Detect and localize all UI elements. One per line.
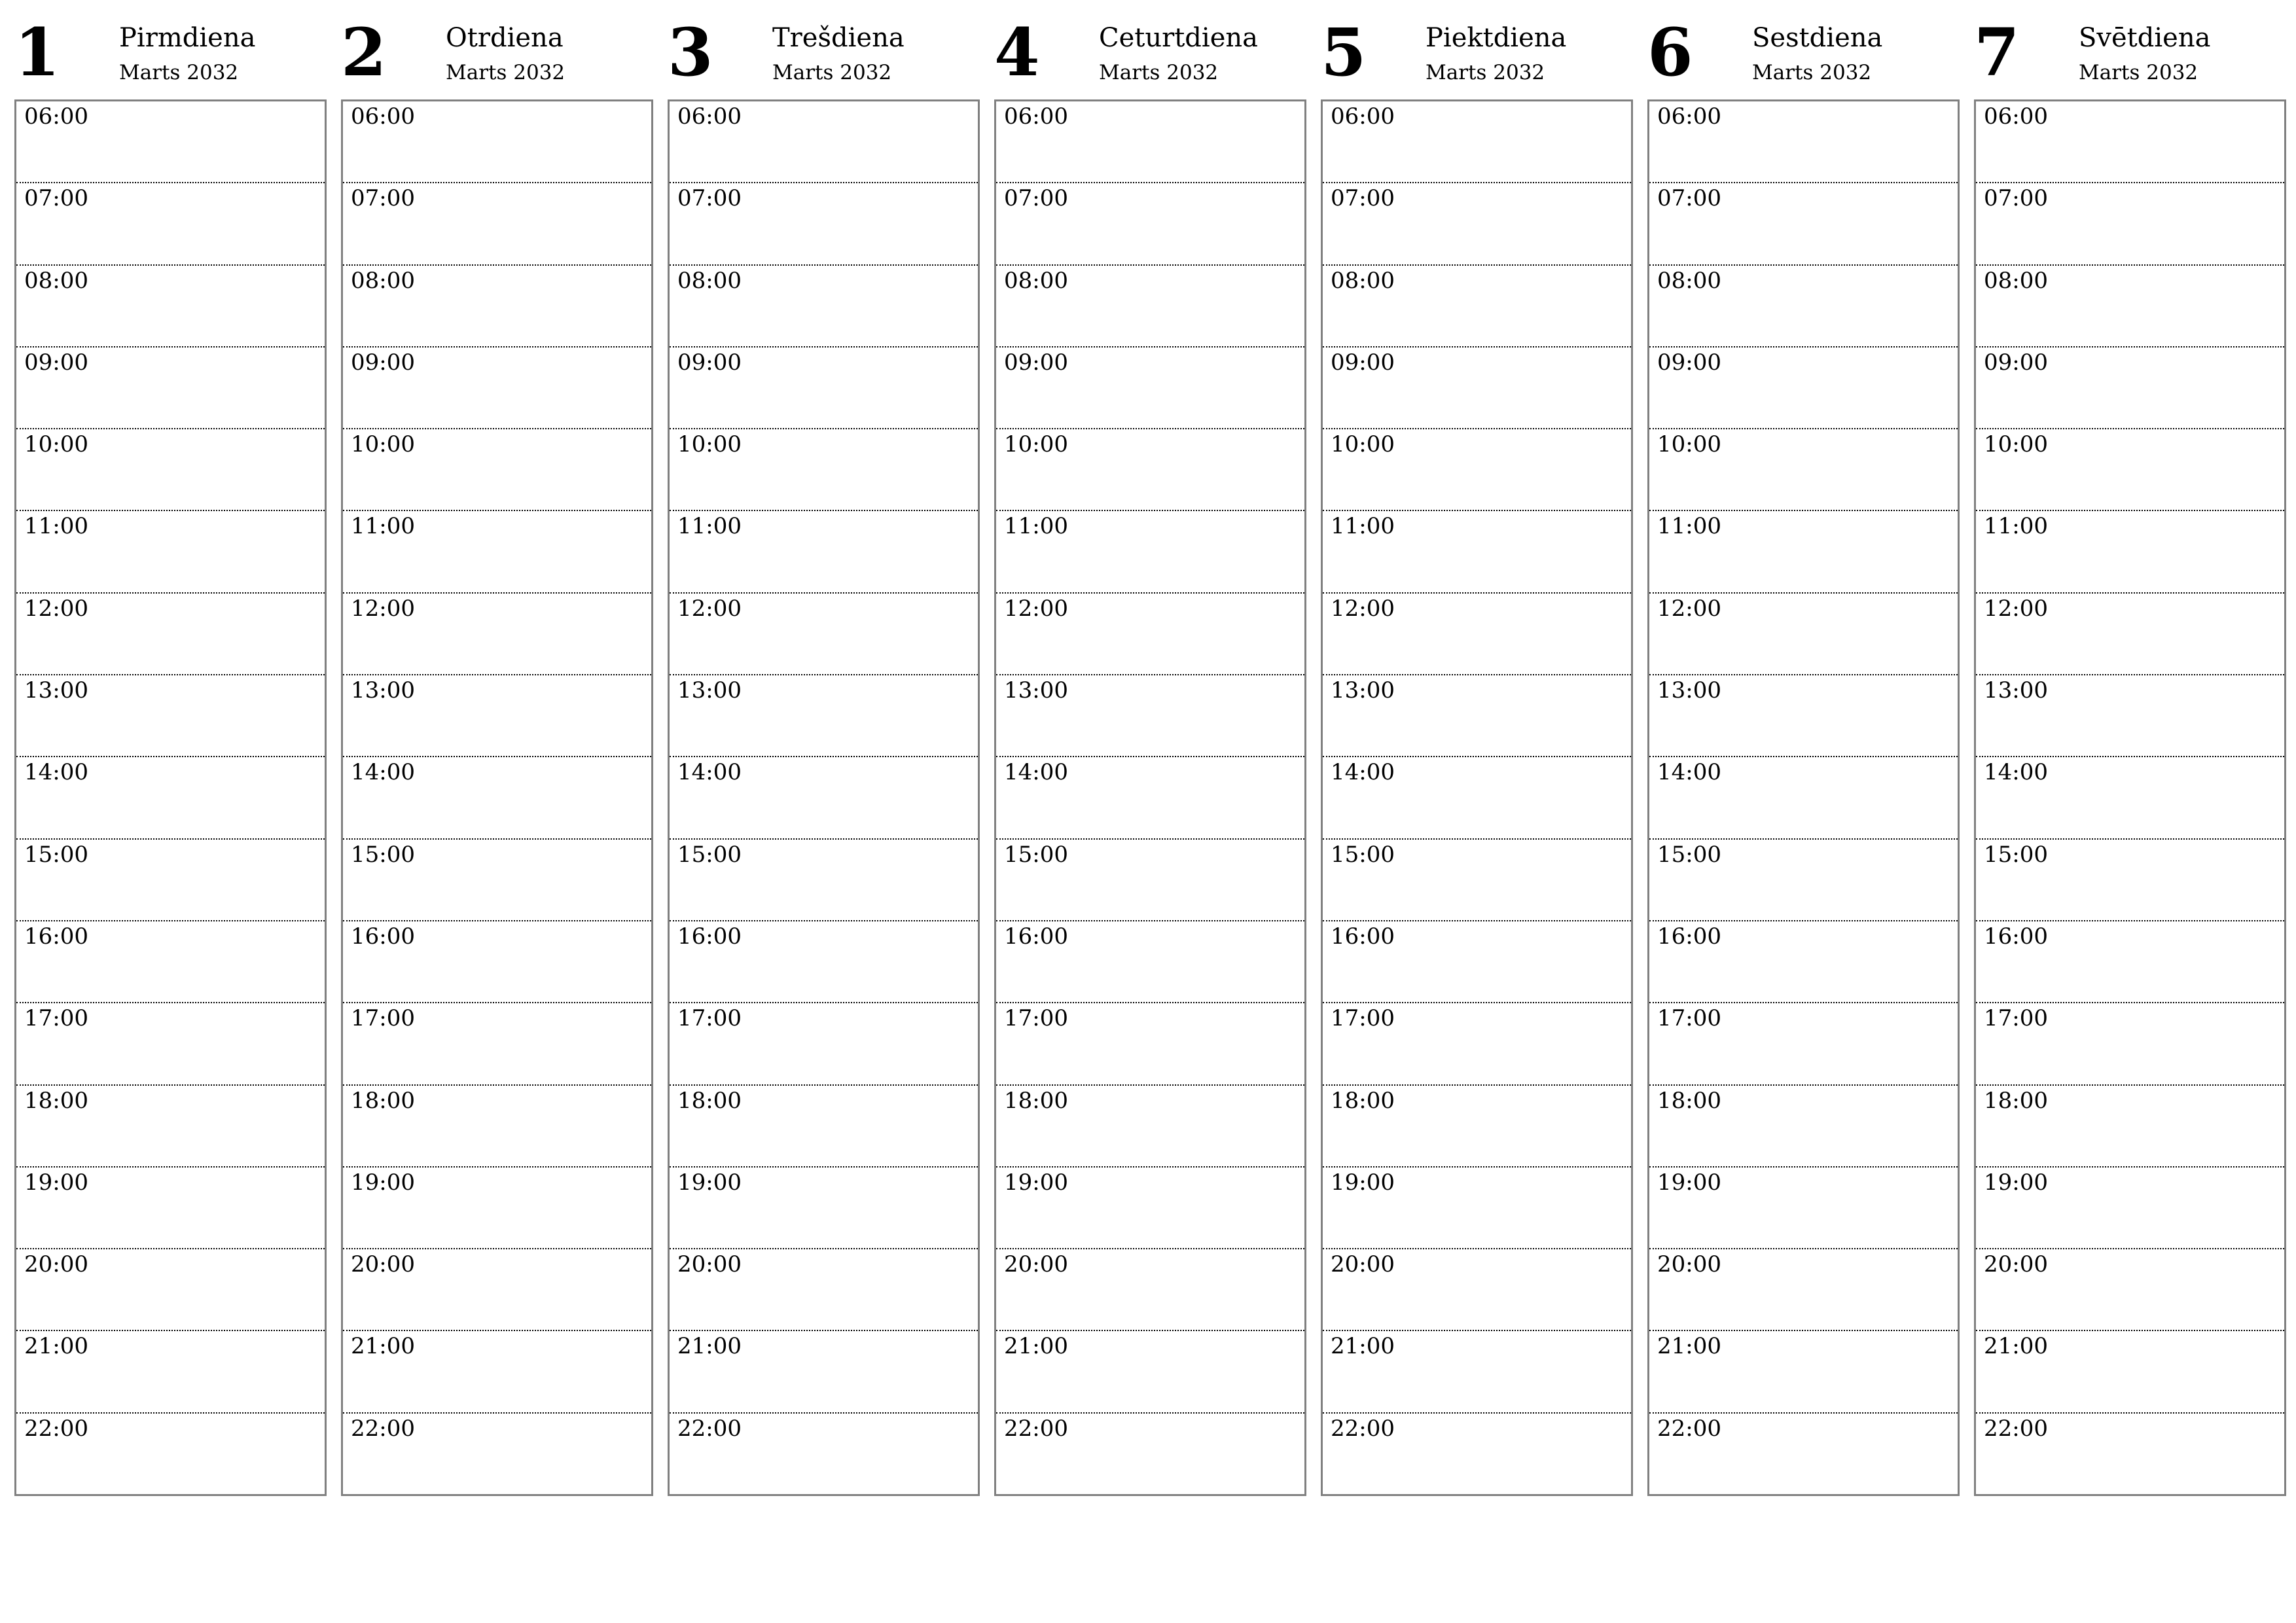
hour-slot[interactable]	[1976, 1412, 2284, 1494]
hour-label: 20:00	[1984, 1251, 2048, 1278]
hour-label: 21:00	[24, 1333, 88, 1360]
hour-slot[interactable]	[1649, 182, 1958, 264]
day-month: Marts 2032	[1752, 61, 1872, 84]
hour-label: 22:00	[351, 1415, 415, 1442]
hour-label: 20:00	[1004, 1251, 1068, 1278]
hour-slot[interactable]	[16, 101, 325, 182]
hour-label: 12:00	[1984, 595, 2048, 622]
hour-label: 15:00	[1004, 841, 1068, 868]
hour-slot[interactable]	[996, 101, 1304, 182]
hour-label: 06:00	[1657, 103, 1721, 130]
hour-label: 12:00	[1657, 595, 1721, 622]
hour-label: 12:00	[1004, 595, 1068, 622]
hour-slot[interactable]	[670, 920, 978, 1002]
hour-label: 16:00	[1331, 923, 1395, 950]
day-header	[1647, 14, 1960, 99]
hour-label: 15:00	[351, 841, 415, 868]
hour-label: 13:00	[1657, 677, 1721, 704]
hours-grid	[1647, 99, 1960, 1496]
hour-label: 14:00	[677, 759, 742, 786]
hour-label: 16:00	[351, 923, 415, 950]
hour-slot[interactable]	[996, 182, 1304, 264]
hour-slot[interactable]	[1976, 182, 2284, 264]
hour-slot[interactable]	[343, 428, 651, 510]
hour-label: 18:00	[1004, 1087, 1068, 1114]
hour-label: 19:00	[1331, 1169, 1395, 1196]
day-column	[994, 14, 1306, 1499]
hour-label: 20:00	[1657, 1251, 1721, 1278]
hour-slot[interactable]	[1976, 1166, 2284, 1248]
hour-slot[interactable]	[670, 1412, 978, 1494]
hour-label: 15:00	[1984, 841, 2048, 868]
hour-label: 06:00	[677, 103, 742, 130]
day-number: 2	[341, 14, 387, 91]
hour-label: 10:00	[351, 431, 415, 458]
hour-label: 22:00	[1984, 1415, 2048, 1442]
hour-slot[interactable]	[1649, 592, 1958, 674]
hour-label: 16:00	[1657, 923, 1721, 950]
hour-slot[interactable]	[670, 182, 978, 264]
hour-slot[interactable]	[1976, 838, 2284, 920]
day-header	[668, 14, 980, 99]
hour-slot[interactable]	[1976, 1002, 2284, 1084]
hour-label: 08:00	[1004, 267, 1068, 294]
hour-label: 11:00	[351, 513, 415, 540]
hour-slot[interactable]	[343, 838, 651, 920]
hour-label: 10:00	[1331, 431, 1395, 458]
hour-label: 18:00	[351, 1087, 415, 1114]
hour-label: 14:00	[351, 759, 415, 786]
hour-label: 12:00	[24, 595, 88, 622]
hour-slot[interactable]	[1323, 920, 1631, 1002]
day-number: 4	[994, 14, 1040, 91]
hour-slot[interactable]	[343, 1166, 651, 1248]
day-name: Pirmdiena	[119, 23, 256, 53]
hour-slot[interactable]	[16, 920, 325, 1002]
hour-slot[interactable]	[996, 674, 1304, 756]
hour-slot[interactable]	[996, 428, 1304, 510]
hour-slot[interactable]	[670, 1084, 978, 1166]
hour-slot[interactable]	[670, 592, 978, 674]
hour-slot[interactable]	[1323, 101, 1631, 182]
hour-label: 19:00	[1657, 1169, 1721, 1196]
hour-label: 18:00	[24, 1087, 88, 1114]
hour-slot[interactable]	[996, 1084, 1304, 1166]
hour-slot[interactable]	[16, 756, 325, 838]
hour-slot[interactable]	[1976, 920, 2284, 1002]
hour-label: 17:00	[677, 1005, 742, 1032]
hour-label: 09:00	[1657, 349, 1721, 376]
day-name: Otrdiena	[446, 23, 564, 53]
hour-slot[interactable]	[1976, 1084, 2284, 1166]
hour-slot[interactable]	[1649, 1002, 1958, 1084]
hour-slot[interactable]	[996, 756, 1304, 838]
hour-slot[interactable]	[670, 756, 978, 838]
hour-label: 11:00	[677, 513, 742, 540]
hour-slot[interactable]	[343, 101, 651, 182]
hour-label: 19:00	[351, 1169, 415, 1196]
day-column	[1321, 14, 1633, 1499]
hour-slot[interactable]	[1323, 1002, 1631, 1084]
hour-slot[interactable]	[1323, 428, 1631, 510]
hour-slot[interactable]	[16, 674, 325, 756]
hour-label: 08:00	[1984, 267, 2048, 294]
hour-label: 22:00	[24, 1415, 88, 1442]
hour-slot[interactable]	[1323, 510, 1631, 592]
hour-slot[interactable]	[16, 182, 325, 264]
hour-label: 07:00	[1004, 185, 1068, 212]
hour-label: 18:00	[1331, 1087, 1395, 1114]
hour-label: 15:00	[1331, 841, 1395, 868]
hour-label: 22:00	[1331, 1415, 1395, 1442]
hour-slot[interactable]	[1323, 592, 1631, 674]
hour-slot[interactable]	[1649, 838, 1958, 920]
hour-label: 17:00	[1657, 1005, 1721, 1032]
hour-label: 09:00	[1331, 349, 1395, 376]
day-name: Ceturtdiena	[1099, 23, 1258, 53]
hour-slot[interactable]	[996, 1002, 1304, 1084]
day-name: Svētdiena	[2079, 23, 2211, 53]
hour-slot[interactable]	[16, 510, 325, 592]
day-name: Trešdiena	[772, 23, 905, 53]
hour-label: 07:00	[1331, 185, 1395, 212]
hour-slot[interactable]	[343, 1330, 651, 1412]
hour-slot[interactable]	[1323, 1084, 1631, 1166]
hour-label: 18:00	[1657, 1087, 1721, 1114]
hour-slot[interactable]	[1323, 346, 1631, 428]
hour-slot[interactable]	[1649, 1330, 1958, 1412]
hour-label: 22:00	[1657, 1415, 1721, 1442]
hour-label: 08:00	[351, 267, 415, 294]
hour-label: 18:00	[1984, 1087, 2048, 1114]
hour-label: 10:00	[24, 431, 88, 458]
hour-label: 10:00	[1004, 431, 1068, 458]
hour-label: 11:00	[24, 513, 88, 540]
hour-label: 19:00	[24, 1169, 88, 1196]
hour-slot[interactable]	[670, 510, 978, 592]
hour-slot[interactable]	[1649, 674, 1958, 756]
hour-label: 17:00	[351, 1005, 415, 1032]
hour-slot[interactable]	[996, 1330, 1304, 1412]
hour-label: 17:00	[1984, 1005, 2048, 1032]
hour-slot[interactable]	[16, 1412, 325, 1494]
hour-slot[interactable]	[1323, 838, 1631, 920]
hour-label: 07:00	[351, 185, 415, 212]
hour-label: 09:00	[677, 349, 742, 376]
hour-slot[interactable]	[1649, 1166, 1958, 1248]
hour-label: 16:00	[1984, 923, 2048, 950]
hour-slot[interactable]	[16, 1002, 325, 1084]
day-name: Sestdiena	[1752, 23, 1883, 53]
hour-slot[interactable]	[343, 1248, 651, 1330]
hour-label: 09:00	[24, 349, 88, 376]
hour-label: 19:00	[1984, 1169, 2048, 1196]
hour-slot[interactable]	[670, 1166, 978, 1248]
hour-label: 19:00	[1004, 1169, 1068, 1196]
hours-grid	[1974, 99, 2286, 1496]
hour-label: 22:00	[1004, 1415, 1068, 1442]
hour-slot[interactable]	[1976, 592, 2284, 674]
hour-label: 06:00	[24, 103, 88, 130]
hour-label: 07:00	[677, 185, 742, 212]
day-number: 7	[1974, 14, 2020, 91]
hour-label: 11:00	[1657, 513, 1721, 540]
hour-slot[interactable]	[670, 1330, 978, 1412]
hour-slot[interactable]	[670, 838, 978, 920]
hour-label: 21:00	[351, 1333, 415, 1360]
day-month: Marts 2032	[1099, 61, 1219, 84]
hour-label: 06:00	[351, 103, 415, 130]
day-column	[668, 14, 980, 1499]
weekly-planner	[14, 14, 2283, 1499]
hour-label: 06:00	[1331, 103, 1395, 130]
hour-label: 15:00	[677, 841, 742, 868]
hour-label: 07:00	[24, 185, 88, 212]
hour-label: 19:00	[677, 1169, 742, 1196]
hour-label: 16:00	[677, 923, 742, 950]
hour-label: 07:00	[1657, 185, 1721, 212]
hour-slot[interactable]	[343, 920, 651, 1002]
hour-label: 09:00	[1984, 349, 2048, 376]
hour-label: 13:00	[1331, 677, 1395, 704]
day-header	[14, 14, 327, 99]
hour-slot[interactable]	[16, 346, 325, 428]
hour-label: 20:00	[677, 1251, 742, 1278]
hour-slot[interactable]	[1323, 264, 1631, 346]
hour-label: 11:00	[1331, 513, 1395, 540]
hour-slot[interactable]	[343, 1002, 651, 1084]
hour-label: 09:00	[351, 349, 415, 376]
hour-slot[interactable]	[1649, 428, 1958, 510]
hour-slot[interactable]	[670, 674, 978, 756]
hour-label: 13:00	[351, 677, 415, 704]
hour-slot[interactable]	[1323, 1412, 1631, 1494]
hour-slot[interactable]	[1976, 101, 2284, 182]
day-month: Marts 2032	[119, 61, 239, 84]
hour-slot[interactable]	[16, 1166, 325, 1248]
hours-grid	[994, 99, 1306, 1496]
day-column	[1647, 14, 1960, 1499]
hour-slot[interactable]	[670, 346, 978, 428]
day-column	[341, 14, 653, 1499]
day-month: Marts 2032	[446, 61, 565, 84]
hour-slot[interactable]	[1976, 1248, 2284, 1330]
hour-slot[interactable]	[1649, 920, 1958, 1002]
hour-slot[interactable]	[1976, 674, 2284, 756]
hour-label: 13:00	[677, 677, 742, 704]
day-month: Marts 2032	[2079, 61, 2198, 84]
hour-label: 13:00	[1004, 677, 1068, 704]
hour-label: 18:00	[677, 1087, 742, 1114]
hour-slot[interactable]	[670, 1002, 978, 1084]
hour-label: 21:00	[1657, 1333, 1721, 1360]
hour-label: 14:00	[1984, 759, 2048, 786]
hour-label: 09:00	[1004, 349, 1068, 376]
hour-label: 10:00	[1657, 431, 1721, 458]
day-month: Marts 2032	[1426, 61, 1545, 84]
hour-slot[interactable]	[996, 1248, 1304, 1330]
hour-slot[interactable]	[1323, 1330, 1631, 1412]
day-header	[994, 14, 1306, 99]
hour-slot[interactable]	[16, 592, 325, 674]
hour-slot[interactable]	[996, 838, 1304, 920]
hour-slot[interactable]	[1976, 346, 2284, 428]
hour-label: 20:00	[1331, 1251, 1395, 1278]
hour-slot[interactable]	[1323, 674, 1631, 756]
day-number: 5	[1321, 14, 1367, 91]
hour-label: 12:00	[677, 595, 742, 622]
hour-slot[interactable]	[1976, 510, 2284, 592]
hour-slot[interactable]	[16, 838, 325, 920]
day-month: Marts 2032	[772, 61, 892, 84]
hour-slot[interactable]	[996, 510, 1304, 592]
hour-slot[interactable]	[1649, 1084, 1958, 1166]
hour-slot[interactable]	[343, 264, 651, 346]
hour-slot[interactable]	[16, 1248, 325, 1330]
day-header	[1321, 14, 1633, 99]
hour-label: 14:00	[1657, 759, 1721, 786]
hour-slot[interactable]	[16, 264, 325, 346]
hour-label: 15:00	[1657, 841, 1721, 868]
hour-slot[interactable]	[670, 101, 978, 182]
hour-label: 11:00	[1004, 513, 1068, 540]
hour-label: 08:00	[1331, 267, 1395, 294]
hours-grid	[668, 99, 980, 1496]
hour-slot[interactable]	[1649, 101, 1958, 182]
hour-label: 06:00	[1984, 103, 2048, 130]
hour-slot[interactable]	[996, 1166, 1304, 1248]
hour-slot[interactable]	[343, 1084, 651, 1166]
hour-slot[interactable]	[1649, 1412, 1958, 1494]
hour-slot[interactable]	[1649, 756, 1958, 838]
hour-label: 10:00	[1984, 431, 2048, 458]
hour-slot[interactable]	[670, 1248, 978, 1330]
hour-slot[interactable]	[1323, 1248, 1631, 1330]
hour-label: 14:00	[24, 759, 88, 786]
hour-slot[interactable]	[16, 428, 325, 510]
hour-slot[interactable]	[1323, 1166, 1631, 1248]
hour-label: 14:00	[1004, 759, 1068, 786]
hour-label: 08:00	[677, 267, 742, 294]
hour-slot[interactable]	[670, 428, 978, 510]
hour-label: 16:00	[24, 923, 88, 950]
hour-slot[interactable]	[996, 264, 1304, 346]
hours-grid	[14, 99, 327, 1496]
hour-slot[interactable]	[343, 346, 651, 428]
hour-slot[interactable]	[343, 674, 651, 756]
day-number: 1	[14, 14, 60, 91]
hour-label: 15:00	[24, 841, 88, 868]
hour-label: 11:00	[1984, 513, 2048, 540]
hour-slot[interactable]	[1976, 1330, 2284, 1412]
hour-slot[interactable]	[996, 592, 1304, 674]
hour-slot[interactable]	[343, 1412, 651, 1494]
hour-label: 12:00	[1331, 595, 1395, 622]
hour-slot[interactable]	[16, 1330, 325, 1412]
hour-slot[interactable]	[996, 346, 1304, 428]
hour-slot[interactable]	[1976, 428, 2284, 510]
hour-slot[interactable]	[1649, 346, 1958, 428]
hour-slot[interactable]	[1323, 756, 1631, 838]
hour-label: 06:00	[1004, 103, 1068, 130]
hour-label: 21:00	[1331, 1333, 1395, 1360]
hour-label: 16:00	[1004, 923, 1068, 950]
hour-label: 10:00	[677, 431, 742, 458]
hour-slot[interactable]	[343, 592, 651, 674]
hour-slot[interactable]	[996, 1412, 1304, 1494]
hour-label: 12:00	[351, 595, 415, 622]
day-name: Piektdiena	[1426, 23, 1567, 53]
day-number: 3	[668, 14, 713, 91]
hour-label: 20:00	[24, 1251, 88, 1278]
hour-label: 17:00	[1331, 1005, 1395, 1032]
day-header	[1974, 14, 2286, 99]
hour-slot[interactable]	[1976, 756, 2284, 838]
hour-label: 20:00	[351, 1251, 415, 1278]
day-column	[14, 14, 327, 1499]
hour-label: 21:00	[677, 1333, 742, 1360]
hour-label: 08:00	[1657, 267, 1721, 294]
hour-label: 13:00	[1984, 677, 2048, 704]
hour-slot[interactable]	[343, 756, 651, 838]
hour-label: 21:00	[1004, 1333, 1068, 1360]
hours-grid	[341, 99, 653, 1496]
hour-slot[interactable]	[1323, 182, 1631, 264]
hour-slot[interactable]	[996, 920, 1304, 1002]
hour-slot[interactable]	[16, 1084, 325, 1166]
hour-slot[interactable]	[343, 182, 651, 264]
hour-label: 17:00	[24, 1005, 88, 1032]
hour-slot[interactable]	[1649, 264, 1958, 346]
day-header	[341, 14, 653, 99]
day-column	[1974, 14, 2286, 1499]
hour-label: 08:00	[24, 267, 88, 294]
hour-slot[interactable]	[1649, 1248, 1958, 1330]
hours-grid	[1321, 99, 1633, 1496]
day-number: 6	[1647, 14, 1693, 91]
hour-label: 07:00	[1984, 185, 2048, 212]
hour-label: 17:00	[1004, 1005, 1068, 1032]
hour-label: 14:00	[1331, 759, 1395, 786]
hour-slot[interactable]	[1649, 510, 1958, 592]
hour-label: 22:00	[677, 1415, 742, 1442]
hour-slot[interactable]	[1976, 264, 2284, 346]
hour-label: 21:00	[1984, 1333, 2048, 1360]
hour-slot[interactable]	[670, 264, 978, 346]
hour-slot[interactable]	[343, 510, 651, 592]
hour-label: 13:00	[24, 677, 88, 704]
